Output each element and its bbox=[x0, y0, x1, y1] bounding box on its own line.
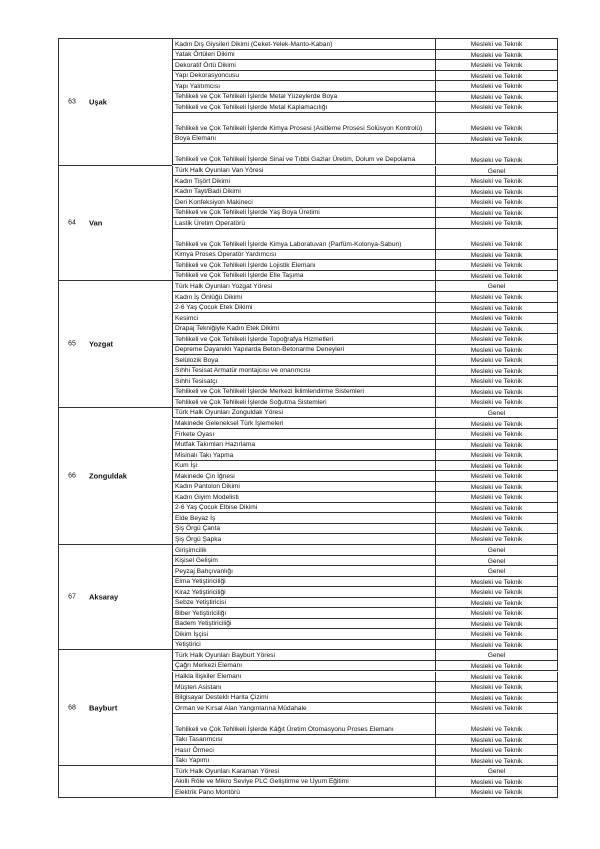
course-type-cell: Mesleki ve Teknik bbox=[436, 735, 558, 745]
province-number: 65 bbox=[68, 340, 76, 348]
province-number: 68 bbox=[68, 704, 76, 712]
table-row bbox=[172, 461, 558, 472]
table-row bbox=[172, 608, 558, 619]
course-name: Kum İşi bbox=[175, 462, 197, 470]
course-type-cell: Mesleki ve Teknik bbox=[436, 756, 558, 766]
course-name-cell bbox=[172, 703, 436, 713]
course-name: 2-6 Yaş Çocuk Elbise Dikimi bbox=[175, 504, 258, 512]
table-row bbox=[172, 208, 558, 219]
table-row bbox=[172, 482, 558, 493]
course-name: Kadın Dış Giysileri Dikimi (Ceket-Yelek-Manto-Kaban) bbox=[175, 40, 333, 48]
course-name: Orman ve Kırsal Alan Yangınlarına Müdahale bbox=[175, 704, 307, 712]
course-name: Elde Beyaz İş bbox=[175, 514, 216, 522]
course-type-cell: Genel bbox=[436, 766, 558, 776]
course-type-cell: Mesleki ve Teknik bbox=[436, 492, 558, 502]
course-type-cell: Mesleki ve Teknik bbox=[436, 366, 558, 376]
province-name: Zonguldak bbox=[89, 471, 127, 481]
course-name-cell bbox=[172, 376, 436, 386]
course-type-cell: Genel bbox=[436, 556, 558, 566]
course-name-cell bbox=[172, 92, 436, 102]
course-name: Elma Yetiştiriciliği bbox=[175, 578, 226, 586]
table-row bbox=[172, 619, 558, 630]
table-row bbox=[172, 640, 558, 651]
course-name-cell bbox=[172, 366, 436, 376]
course-name: Boya Elemanı bbox=[175, 135, 217, 143]
course-type-cell: Mesleki ve Teknik bbox=[436, 419, 558, 429]
province-name: Van bbox=[89, 218, 103, 228]
course-name: Kiraz Yetiştiriciliği bbox=[175, 588, 226, 596]
table-row bbox=[172, 92, 558, 103]
course-name: Sıhhi Tesisat Armatür montajcısı ve onarımcısı bbox=[175, 367, 311, 375]
course-name-cell bbox=[172, 324, 436, 334]
province-name: Yozgat bbox=[89, 339, 114, 349]
province-cell bbox=[58, 166, 172, 282]
course-name: Şiş Örgü Çanta bbox=[175, 525, 221, 533]
province-cell bbox=[58, 545, 172, 650]
table-row bbox=[172, 102, 558, 113]
table-row bbox=[172, 81, 558, 92]
course-name-cell bbox=[172, 566, 436, 576]
course-name-cell bbox=[172, 492, 436, 502]
course-name-cell bbox=[172, 661, 436, 671]
course-type-cell: Mesleki ve Teknik bbox=[436, 102, 558, 112]
course-name: Kadın İş Önlüğü Dikimi bbox=[175, 293, 243, 301]
table-row bbox=[172, 693, 558, 704]
course-name: Tehlikeli ve Çok Tehlikeli İşlerde Kimya Prosesi (Asitleme Prosesi Solüsyon Kontrolü) bbox=[175, 124, 423, 132]
course-name-cell bbox=[172, 461, 436, 471]
course-name-cell bbox=[172, 292, 436, 302]
course-name-cell bbox=[172, 229, 436, 249]
course-name-cell bbox=[172, 208, 436, 218]
table-row bbox=[172, 166, 558, 177]
course-type-cell: Mesleki ve Teknik bbox=[436, 303, 558, 313]
course-name-cell bbox=[172, 250, 436, 260]
course-name: Tehlikeli ve Çok Tehlikeli İşlerde Soğutma Sistemleri bbox=[175, 398, 327, 406]
course-name: Türk Halk Oyunları Van Yöresi bbox=[175, 167, 264, 175]
course-type-cell: Mesleki ve Teknik bbox=[436, 672, 558, 682]
course-type-cell: Genel bbox=[436, 281, 558, 291]
table-row bbox=[172, 450, 558, 461]
course-name: Depreme Dayanıklı Yapılarda Beton-Betonarme Deneyleri bbox=[175, 346, 345, 354]
course-name-cell bbox=[172, 577, 436, 587]
course-type-cell: Mesleki ve Teknik bbox=[436, 81, 558, 91]
table-row bbox=[172, 324, 558, 335]
course-name: Kimya Proses Operatör Yardımcısı bbox=[175, 251, 277, 259]
table-row bbox=[172, 260, 558, 271]
course-type-cell: Mesleki ve Teknik bbox=[436, 313, 558, 323]
course-name-cell bbox=[172, 650, 436, 660]
course-name: Drapaj Tekniğiyle Kadın Etek Dikimi bbox=[175, 325, 279, 333]
course-name: Şiş Örgü Şapka bbox=[175, 535, 222, 543]
table-row bbox=[172, 513, 558, 524]
course-name: Lastik Üretim Operatörü bbox=[175, 219, 245, 227]
table-row bbox=[172, 777, 558, 788]
course-name: Kadın Tişört Dikimi bbox=[175, 177, 230, 185]
table-row bbox=[172, 39, 558, 50]
course-name-cell bbox=[172, 313, 436, 323]
course-name-cell bbox=[172, 672, 436, 682]
course-name: Yapı Yalıtımcısı bbox=[175, 82, 221, 90]
course-type-cell: Mesleki ve Teknik bbox=[436, 714, 558, 734]
course-type-cell: Mesleki ve Teknik bbox=[436, 39, 558, 49]
course-type-cell: Mesleki ve Teknik bbox=[436, 777, 558, 787]
course-name: Peyzaj Bahçıvanlığı bbox=[175, 567, 233, 575]
table-row bbox=[172, 134, 558, 145]
course-name-cell bbox=[172, 419, 436, 429]
course-name-cell bbox=[172, 197, 436, 207]
province-cell bbox=[58, 650, 172, 766]
course-type-cell: Mesleki ve Teknik bbox=[436, 440, 558, 450]
table-row bbox=[172, 355, 558, 366]
course-name: Tehlikeli ve Çok Tehlikeli İşlerde Topoğrafya Hizmetleri bbox=[175, 335, 334, 343]
course-name-cell bbox=[172, 482, 436, 492]
course-type-cell: Mesleki ve Teknik bbox=[436, 50, 558, 60]
province-cell bbox=[58, 408, 172, 545]
course-name-cell bbox=[172, 60, 436, 70]
table-row bbox=[172, 503, 558, 514]
course-name-cell bbox=[172, 756, 436, 766]
table-row bbox=[172, 787, 558, 798]
course-type-cell: Mesleki ve Teknik bbox=[436, 524, 558, 534]
course-name-cell bbox=[172, 134, 436, 144]
course-name-cell bbox=[172, 787, 436, 797]
course-name-cell bbox=[172, 260, 436, 270]
course-type-cell: Mesleki ve Teknik bbox=[436, 144, 558, 164]
table-row bbox=[172, 50, 558, 61]
table-row bbox=[172, 144, 558, 165]
table-row bbox=[172, 703, 558, 714]
course-type-cell: Genel bbox=[436, 566, 558, 576]
course-name-cell bbox=[172, 50, 436, 60]
course-type-cell: Mesleki ve Teknik bbox=[436, 197, 558, 207]
course-name-cell bbox=[172, 387, 436, 397]
course-name-cell bbox=[172, 619, 436, 629]
table-row bbox=[172, 176, 558, 187]
course-type-cell: Mesleki ve Teknik bbox=[436, 682, 558, 692]
course-type-cell: Mesleki ve Teknik bbox=[436, 324, 558, 334]
course-type-cell: Mesleki ve Teknik bbox=[436, 292, 558, 302]
course-type-cell: Mesleki ve Teknik bbox=[436, 208, 558, 218]
course-name-cell bbox=[172, 608, 436, 618]
course-name: Mutfak Takımları Hazırlama bbox=[175, 441, 256, 449]
course-name: Takı Yapımı bbox=[175, 757, 210, 765]
course-name-cell bbox=[172, 714, 436, 734]
province-cell bbox=[58, 39, 172, 166]
table-row bbox=[172, 545, 558, 556]
table-row bbox=[172, 313, 558, 324]
course-name: Elektrik Pano Montörü bbox=[175, 788, 240, 796]
course-name: Tehlikeli ve Çok Tehlikeli İşlerde Metal Yüzeylerde Boya bbox=[175, 93, 338, 101]
course-type-cell: Mesleki ve Teknik bbox=[436, 640, 558, 650]
course-type-cell: Mesleki ve Teknik bbox=[436, 134, 558, 144]
table-row bbox=[172, 218, 558, 229]
table-row bbox=[172, 419, 558, 430]
table-row bbox=[172, 113, 558, 134]
course-name: Biber Yetiştiriciliği bbox=[175, 609, 226, 617]
course-name-cell bbox=[172, 71, 436, 81]
course-name: Türk Halk Oyunları Bayburt Yöresi bbox=[175, 651, 275, 659]
course-name: Firkete Oyası bbox=[175, 430, 215, 438]
province-name: Aksaray bbox=[89, 592, 119, 602]
course-name: Yapı Dekorasyoncusu bbox=[175, 72, 240, 80]
course-name-cell bbox=[172, 176, 436, 186]
table-row bbox=[172, 714, 558, 735]
course-type-cell: Mesleki ve Teknik bbox=[436, 693, 558, 703]
course-name: Selülozik Boya bbox=[175, 356, 219, 364]
course-type-cell: Mesleki ve Teknik bbox=[436, 60, 558, 70]
table-row bbox=[172, 292, 558, 303]
course-name: Sıhhi Tesisatçı bbox=[175, 377, 218, 385]
table-row bbox=[172, 566, 558, 577]
course-name: Girişimcilik bbox=[175, 546, 207, 554]
course-type-cell: Mesleki ve Teknik bbox=[436, 503, 558, 513]
course-type-cell: Mesleki ve Teknik bbox=[436, 218, 558, 228]
course-name-cell bbox=[172, 745, 436, 755]
course-name-cell bbox=[172, 102, 436, 112]
course-type-cell: Mesleki ve Teknik bbox=[436, 345, 558, 355]
course-type-cell: Mesleki ve Teknik bbox=[436, 250, 558, 260]
course-type-cell: Mesleki ve Teknik bbox=[436, 187, 558, 197]
course-type-cell: Mesleki ve Teknik bbox=[436, 271, 558, 281]
course-type-cell: Mesleki ve Teknik bbox=[436, 71, 558, 81]
course-type-cell: Mesleki ve Teknik bbox=[436, 534, 558, 544]
table-row bbox=[172, 471, 558, 482]
course-name: Halkla İlişkiler Elemanı bbox=[175, 673, 242, 681]
course-type-cell: Genel bbox=[436, 166, 558, 176]
course-name: Yatak Örtüleri Dikimi bbox=[175, 51, 235, 59]
course-name-cell bbox=[172, 766, 436, 776]
course-name-cell bbox=[172, 397, 436, 407]
course-name-cell bbox=[172, 355, 436, 365]
course-name: Tehlikeli ve Çok Tehlikeli İşlerde Metal Kaplamacılığı bbox=[175, 103, 328, 111]
course-type-cell: Genel bbox=[436, 408, 558, 418]
table-row bbox=[172, 71, 558, 82]
table-row bbox=[172, 556, 558, 567]
course-name-cell bbox=[172, 450, 436, 460]
course-name: Badem Yetiştiriciliği bbox=[175, 620, 232, 628]
course-name: Dikim İşçisi bbox=[175, 630, 208, 638]
course-name-cell bbox=[172, 587, 436, 597]
province-cell bbox=[58, 281, 172, 408]
course-name-cell bbox=[172, 640, 436, 650]
course-name-cell bbox=[172, 166, 436, 176]
course-type-cell: Mesleki ve Teknik bbox=[436, 608, 558, 618]
course-name: Takı Tasarımcısı bbox=[175, 736, 223, 744]
table-row bbox=[172, 60, 558, 71]
course-type-cell: Mesleki ve Teknik bbox=[436, 587, 558, 597]
course-name: Tehlikeli ve Çok Tehlikeli İşlerde Sinai ve Tıbbi Gazlar Üretim, Dolum ve Depolama bbox=[175, 156, 416, 164]
course-name: Kadın Tayt/Badi Dikimi bbox=[175, 188, 241, 196]
course-type-cell: Mesleki ve Teknik bbox=[436, 113, 558, 133]
course-type-cell: Mesleki ve Teknik bbox=[436, 450, 558, 460]
course-name: Müşteri Asistanı bbox=[175, 683, 222, 691]
course-name: Sebze Yetiştiricisi bbox=[175, 599, 226, 607]
course-name: Kadın Giyim Modelisti bbox=[175, 493, 239, 501]
course-name-cell bbox=[172, 408, 436, 418]
table-row bbox=[172, 408, 558, 419]
course-type-cell: Mesleki ve Teknik bbox=[436, 92, 558, 102]
course-name: Makinede Çin İğnesi bbox=[175, 472, 235, 480]
course-name-cell bbox=[172, 735, 436, 745]
course-name-cell bbox=[172, 281, 436, 291]
province-number: 64 bbox=[68, 219, 76, 227]
table-row bbox=[172, 650, 558, 661]
table-row bbox=[172, 187, 558, 198]
course-name: Tehlikeli ve Çok Tehlikeli İşlerde Merkezi İklimlendirme Sistemleri bbox=[175, 388, 364, 396]
course-name: Akıllı Röle ve Mikro Seviye PLC Geliştirme ve Uyum Eğitimi bbox=[175, 778, 349, 786]
province-name: Bayburt bbox=[89, 703, 118, 713]
course-name-cell bbox=[172, 513, 436, 523]
course-name: Kişisel Gelişim bbox=[175, 557, 218, 565]
table-row bbox=[172, 629, 558, 640]
course-name-cell bbox=[172, 81, 436, 91]
course-name: Tehlikeli ve Çok Tehlikeli İşlerde Kâğıt Üretim Otomasyonu Proses Elemanı bbox=[175, 725, 394, 733]
course-name-cell bbox=[172, 39, 436, 49]
course-name: Hasır Örmeci bbox=[175, 746, 214, 754]
course-type-cell: Mesleki ve Teknik bbox=[436, 619, 558, 629]
course-name-cell bbox=[172, 271, 436, 281]
course-name-cell bbox=[172, 440, 436, 450]
course-type-cell: Mesleki ve Teknik bbox=[436, 461, 558, 471]
course-type-cell: Mesleki ve Teknik bbox=[436, 661, 558, 671]
course-name-cell bbox=[172, 524, 436, 534]
course-name: Tehlikeli ve Çok Tehlikeli İşlerde Yaş Boya Üretimi bbox=[175, 209, 320, 217]
course-name-cell bbox=[172, 187, 436, 197]
table-row bbox=[172, 587, 558, 598]
province-number: 67 bbox=[68, 593, 76, 601]
course-type-cell: Mesleki ve Teknik bbox=[436, 629, 558, 639]
course-name: Makinede Geleneksel Türk İşlemeleri bbox=[175, 420, 284, 428]
course-name-cell bbox=[172, 471, 436, 481]
course-name-cell bbox=[172, 629, 436, 639]
course-name: Kadın Pantolon Dikimi bbox=[175, 483, 240, 491]
course-type-cell: Mesleki ve Teknik bbox=[436, 745, 558, 755]
course-type-cell: Mesleki ve Teknik bbox=[436, 513, 558, 523]
course-type-cell: Mesleki ve Teknik bbox=[436, 176, 558, 186]
course-name: Misinalı Takı Yapma bbox=[175, 451, 234, 459]
course-name-cell bbox=[172, 144, 436, 164]
province-number: 63 bbox=[68, 98, 76, 106]
table-row bbox=[172, 281, 558, 292]
course-name: Tehlikeli ve Çok Tehlikeli İşlerde Elle Taşıma bbox=[175, 272, 304, 280]
course-type-cell: Mesleki ve Teknik bbox=[436, 387, 558, 397]
table-row bbox=[172, 271, 558, 282]
course-name: Deri Konfeksiyon Makineci bbox=[175, 198, 253, 206]
course-type-cell: Mesleki ve Teknik bbox=[436, 577, 558, 587]
course-name: 2-6 Yaş Çocuk Etek Dikimi bbox=[175, 304, 253, 312]
table-row bbox=[172, 524, 558, 535]
table-row bbox=[172, 397, 558, 408]
table-row bbox=[172, 429, 558, 440]
course-name: Kesimci bbox=[175, 314, 199, 322]
course-type-cell: Mesleki ve Teknik bbox=[436, 471, 558, 481]
course-type-cell: Mesleki ve Teknik bbox=[436, 482, 558, 492]
table-row bbox=[172, 345, 558, 356]
province-number: 66 bbox=[68, 472, 76, 480]
course-name-cell bbox=[172, 218, 436, 228]
course-name-cell bbox=[172, 556, 436, 566]
table-row bbox=[172, 492, 558, 503]
province-cell bbox=[58, 766, 172, 798]
table-row bbox=[172, 598, 558, 609]
province-name: Uşak bbox=[89, 97, 107, 107]
table-row bbox=[172, 745, 558, 756]
course-name-cell bbox=[172, 693, 436, 703]
table-row bbox=[172, 376, 558, 387]
course-name: Çağrı Merkezi Elemanı bbox=[175, 662, 243, 670]
course-name: Türk Halk Oyunları Yozgat Yöresi bbox=[175, 282, 272, 290]
course-name: Türk Halk Oyunları Zonguldak Yöresi bbox=[175, 409, 283, 417]
course-type-cell: Mesleki ve Teknik bbox=[436, 376, 558, 386]
course-type-cell: Mesleki ve Teknik bbox=[436, 229, 558, 249]
course-type-cell: Genel bbox=[436, 545, 558, 555]
course-name-cell bbox=[172, 345, 436, 355]
table-row bbox=[172, 250, 558, 261]
table-row bbox=[172, 672, 558, 683]
course-name-cell bbox=[172, 534, 436, 544]
course-name-cell bbox=[172, 598, 436, 608]
course-type-cell: Mesleki ve Teknik bbox=[436, 787, 558, 797]
course-type-cell: Mesleki ve Teknik bbox=[436, 334, 558, 344]
course-name: Yetiştirici bbox=[175, 641, 201, 649]
table-row bbox=[172, 387, 558, 398]
course-type-cell: Mesleki ve Teknik bbox=[436, 397, 558, 407]
table-row bbox=[172, 334, 558, 345]
course-name: Türk Halk Oyunları Karaman Yöresi bbox=[175, 767, 279, 775]
table-row bbox=[172, 440, 558, 451]
course-name: Bilgisayar Destekli Harita Çizimi bbox=[175, 694, 269, 702]
course-name: Dekoratif Örtü Dikimi bbox=[175, 61, 236, 69]
course-name-cell bbox=[172, 503, 436, 513]
course-name: Tehlikeli ve Çok Tehlikeli İşlerde Lojistik Elemanı bbox=[175, 261, 316, 269]
course-name-cell bbox=[172, 682, 436, 692]
course-name-cell bbox=[172, 777, 436, 787]
course-type-cell: Mesleki ve Teknik bbox=[436, 355, 558, 365]
course-name: Tehlikeli ve Çok Tehlikeli İşlerde Kimya Laboratuvarı (Parfüm-Kolonya-Sabun) bbox=[175, 240, 402, 248]
table-row bbox=[172, 303, 558, 314]
table-row bbox=[172, 661, 558, 672]
table-row bbox=[172, 766, 558, 777]
course-name-cell bbox=[172, 429, 436, 439]
course-type-cell: Genel bbox=[436, 650, 558, 660]
course-type-cell: Mesleki ve Teknik bbox=[436, 598, 558, 608]
course-type-cell: Mesleki ve Teknik bbox=[436, 260, 558, 270]
table-row bbox=[172, 197, 558, 208]
course-name-cell bbox=[172, 545, 436, 555]
table-row bbox=[172, 534, 558, 545]
table-row bbox=[172, 756, 558, 767]
course-name-cell bbox=[172, 113, 436, 133]
table-row bbox=[172, 735, 558, 746]
table-row bbox=[172, 577, 558, 588]
table-row bbox=[172, 366, 558, 377]
course-type-cell: Mesleki ve Teknik bbox=[436, 429, 558, 439]
table-row bbox=[172, 229, 558, 250]
course-type-cell: Mesleki ve Teknik bbox=[436, 703, 558, 713]
table-row bbox=[172, 682, 558, 693]
course-name-cell bbox=[172, 334, 436, 344]
course-name-cell bbox=[172, 303, 436, 313]
